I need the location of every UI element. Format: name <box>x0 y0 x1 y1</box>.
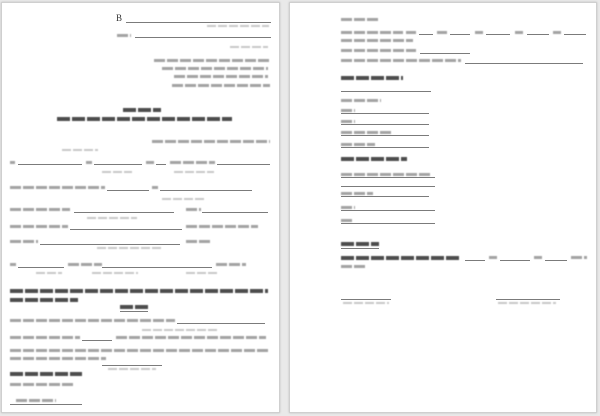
form-blank <box>545 260 567 261</box>
illegible-text <box>10 319 175 322</box>
form-blank <box>40 244 180 245</box>
illegible-text <box>571 256 587 259</box>
illegible-bold-paragraph <box>341 256 461 260</box>
request-heading <box>120 305 148 309</box>
illegible-caption <box>108 368 156 370</box>
illegible-text <box>406 31 416 34</box>
form-blank <box>177 323 265 324</box>
form-blank <box>341 135 429 136</box>
illegible-caption <box>97 247 163 249</box>
document-subtitle <box>57 117 232 121</box>
illegible-text <box>475 31 483 34</box>
form-blank <box>341 177 435 178</box>
request-heading-underline <box>120 311 148 312</box>
form-blank <box>74 212 174 213</box>
illegible-text <box>553 31 561 34</box>
illegible-text <box>172 84 270 87</box>
form-blank <box>341 210 435 211</box>
form-blank <box>18 164 82 165</box>
signature-blank <box>10 404 82 405</box>
form-blank <box>419 34 433 35</box>
illegible-bold-heading <box>341 76 403 80</box>
form-blank <box>527 34 549 35</box>
illegible-text <box>186 208 201 211</box>
illegible-caption <box>92 272 138 274</box>
illegible-caption <box>102 171 132 173</box>
form-blank <box>217 164 270 165</box>
form-blank <box>156 164 166 165</box>
bank-details-heading <box>341 157 407 161</box>
illegible-text <box>146 161 154 164</box>
illegible-text <box>10 383 74 386</box>
illegible-text <box>534 256 542 259</box>
illegible-text <box>10 208 70 211</box>
illegible-text <box>152 186 158 189</box>
applicant-signature-heading <box>10 372 82 376</box>
form-blank <box>465 260 485 261</box>
illegible-text <box>10 336 80 339</box>
illegible-text <box>186 240 212 243</box>
address-blank <box>135 37 271 38</box>
illegible-caption <box>230 46 268 48</box>
form-blank <box>341 223 435 224</box>
form-blank <box>420 53 470 54</box>
illegible-caption <box>162 198 206 200</box>
illegible-text <box>174 75 268 78</box>
document-page-left <box>1 2 280 413</box>
illegible-text <box>341 192 373 195</box>
illegible-caption <box>62 149 98 151</box>
illegible-text <box>341 219 353 222</box>
illegible-caption <box>87 217 137 219</box>
form-blank <box>341 196 429 197</box>
form-blank <box>82 340 112 341</box>
illegible-text <box>10 240 38 243</box>
illegible-text <box>341 173 431 176</box>
illegible-text <box>116 336 266 339</box>
illegible-text <box>341 120 355 123</box>
form-blank <box>341 113 429 114</box>
illegible-text <box>437 31 447 34</box>
illegible-caption <box>207 25 269 27</box>
illegible-text <box>10 161 15 164</box>
form-blank <box>107 190 149 191</box>
illegible-text <box>162 67 268 70</box>
form-blank <box>341 147 429 148</box>
illegible-caption <box>142 329 218 331</box>
illegible-text <box>341 18 379 21</box>
illegible-text <box>186 225 258 228</box>
illegible-text <box>341 31 403 34</box>
illegible-caption <box>36 272 62 274</box>
illegible-text <box>10 186 105 189</box>
form-blank <box>70 229 182 230</box>
illegible-text <box>515 31 523 34</box>
form-blank <box>341 91 431 92</box>
illegible-text <box>341 143 375 146</box>
form-blank <box>486 34 510 35</box>
form-blank <box>465 63 583 64</box>
form-blank <box>341 124 429 125</box>
illegible-text <box>152 140 270 143</box>
illegible-text <box>216 263 246 266</box>
form-blank <box>341 186 435 187</box>
recipient-prefix: В <box>116 13 123 23</box>
illegible-text <box>117 34 131 37</box>
document-title <box>123 108 161 112</box>
illegible-text <box>341 206 355 209</box>
illegible-caption <box>498 302 556 304</box>
illegible-text <box>341 49 416 52</box>
document-page-right <box>289 2 597 413</box>
illegible-text <box>341 99 381 102</box>
illegible-text <box>341 265 365 268</box>
illegible-text <box>341 39 413 42</box>
illegible-text <box>86 161 92 164</box>
attachments-heading-underline <box>341 248 379 249</box>
illegible-text <box>341 131 393 134</box>
form-blank <box>450 34 470 35</box>
illegible-caption <box>343 302 389 304</box>
illegible-text <box>341 109 355 112</box>
illegible-text <box>489 256 497 259</box>
illegible-bold-paragraph <box>10 298 78 302</box>
illegible-text <box>341 59 461 62</box>
illegible-text <box>10 357 106 360</box>
form-blank <box>102 267 212 268</box>
form-blank <box>564 34 586 35</box>
illegible-bold-paragraph <box>10 289 268 293</box>
form-blank <box>102 365 162 366</box>
form-blank <box>500 260 530 261</box>
form-blank <box>202 212 268 213</box>
illegible-caption <box>186 272 218 274</box>
bank-name-blank <box>126 22 271 23</box>
form-blank <box>160 190 252 191</box>
form-blank <box>94 164 142 165</box>
form-blank <box>18 267 64 268</box>
illegible-text <box>154 59 270 62</box>
illegible-text <box>16 399 56 402</box>
illegible-text <box>170 161 215 164</box>
attachments-heading <box>341 242 379 246</box>
illegible-caption <box>174 171 214 173</box>
illegible-text <box>10 349 270 352</box>
illegible-text <box>10 225 68 228</box>
illegible-text <box>10 263 16 266</box>
signature-name-blank <box>496 299 560 300</box>
signature-blank <box>341 299 391 300</box>
illegible-text <box>68 263 102 266</box>
